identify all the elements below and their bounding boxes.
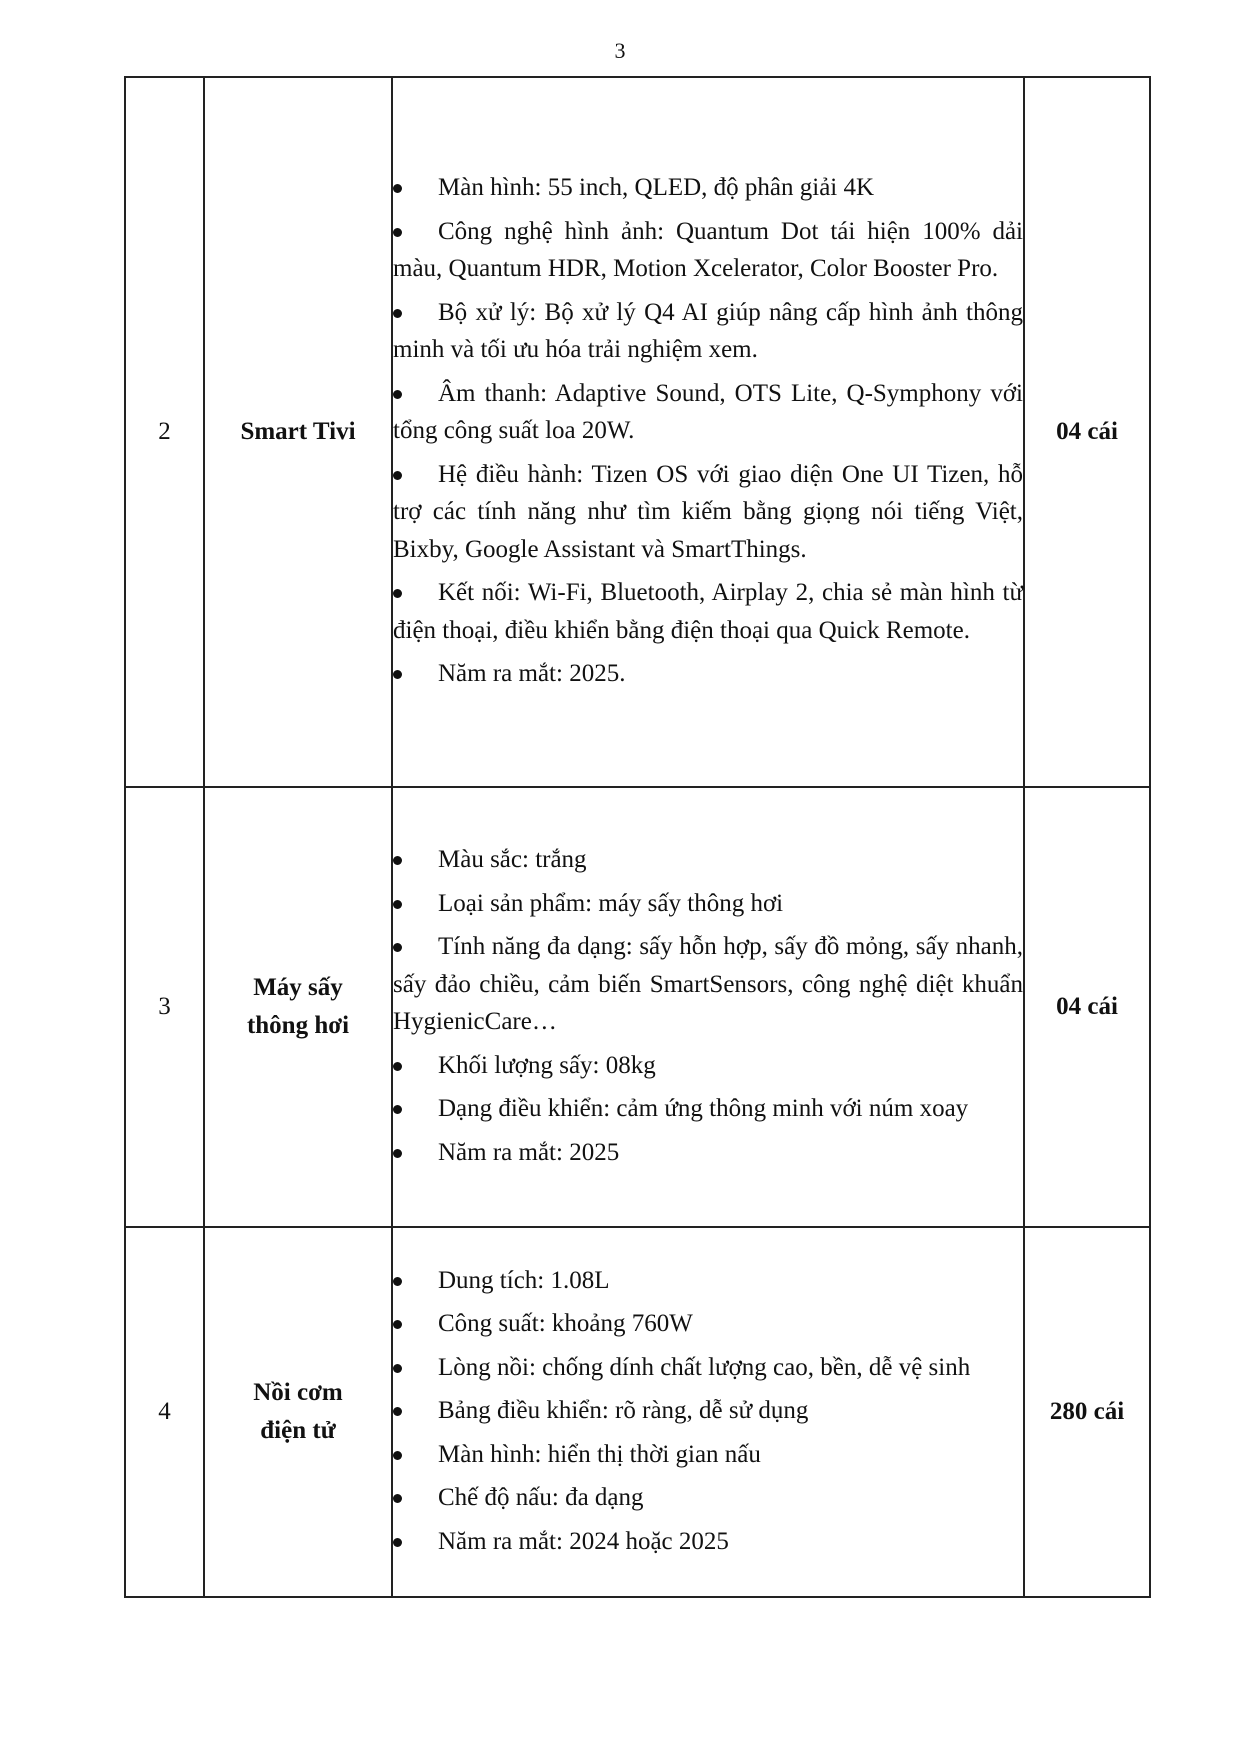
feature-item	[393, 456, 1023, 569]
product-features	[392, 77, 1024, 787]
product-name-line: điện tử	[260, 1417, 336, 1444]
feature-list	[393, 169, 1023, 693]
feature-text: Dạng điều khiển: cảm ứng thông minh với núm xoay	[438, 1095, 969, 1122]
product-name-text: Smart Tivi	[240, 418, 356, 445]
bullet-icon	[393, 900, 402, 909]
product-name	[204, 1227, 392, 1597]
feature-text: Năm ra mắt: 2025	[438, 1138, 620, 1166]
feature-item	[393, 885, 1023, 923]
row-number: 4	[125, 1227, 204, 1597]
product-name-line: thông hơi	[246, 1012, 350, 1039]
feature-text: Chế độ nấu: đa dạng	[438, 1484, 644, 1512]
feature-item	[393, 1436, 1023, 1474]
product-quantity: 04 cái	[1024, 787, 1150, 1227]
feature-text: Năm ra mắt: 2025.	[438, 660, 626, 688]
feature-text: Bảng điều khiển: rõ ràng, dễ sử dụng	[438, 1397, 809, 1425]
feature-list	[393, 841, 1023, 1171]
feature-text: Màn hình: hiển thị thời gian nấu	[438, 1440, 761, 1468]
feature-text: Khối lượng sấy: 08kg	[438, 1051, 656, 1079]
feature-item	[393, 1523, 1023, 1561]
row-number: 2	[125, 77, 204, 787]
bullet-icon	[393, 1407, 402, 1416]
feature-item	[393, 1479, 1023, 1517]
feature-item	[393, 928, 1023, 1041]
product-name	[204, 77, 392, 787]
bullet-icon	[393, 309, 402, 318]
bullet-icon	[393, 670, 402, 679]
feature-text: Âm thanh: Adaptive Sound, OTS Lite, Q-Symphony với tổng công suất loa 20W.	[393, 379, 1023, 445]
bullet-icon	[393, 1105, 402, 1114]
bullet-icon	[393, 1062, 402, 1071]
feature-item	[393, 1134, 1023, 1172]
bullet-icon	[393, 589, 402, 598]
page-number: 3	[614, 38, 626, 63]
feature-text: Hệ điều hành: Tizen OS với giao diện One UI Tizen, hỗ trợ các tính năng như tìm kiếm bằng giọng nói tiếng Việt, Bixby, Google Assistant và SmartThings.	[393, 460, 1023, 563]
feature-text: Kết nối: Wi-Fi, Bluetooth, Airplay 2, chia sẻ màn hình từ điện thoại, điều khiển bằng điện thoại qua Quick Remote.	[393, 579, 1023, 644]
product-name	[204, 787, 392, 1227]
row-number: 3	[125, 787, 204, 1227]
feature-text: Lòng nồi: chống dính chất lượng cao, bền, dễ vệ sinh	[438, 1353, 971, 1381]
bullet-icon	[393, 1277, 402, 1286]
feature-item	[393, 294, 1023, 369]
product-name-line: Nồi cơm	[253, 1379, 343, 1406]
bullet-icon	[393, 1451, 402, 1460]
table-row	[125, 1227, 1150, 1597]
feature-item	[393, 169, 1023, 207]
feature-item	[393, 1349, 1023, 1387]
bullet-icon	[393, 471, 402, 480]
feature-text: Màu sắc: trắng	[438, 846, 587, 873]
feature-text: Loại sản phẩm: máy sấy thông hơi	[438, 889, 784, 917]
feature-item	[393, 1090, 1023, 1128]
feature-list	[393, 1262, 1023, 1561]
feature-item	[393, 574, 1023, 649]
feature-item	[393, 1262, 1023, 1300]
feature-item	[393, 213, 1023, 288]
feature-item	[393, 1047, 1023, 1085]
feature-item	[393, 655, 1023, 693]
product-features	[392, 1227, 1024, 1597]
product-quantity: 280 cái	[1024, 1227, 1150, 1597]
feature-text: Năm ra mắt: 2024 hoặc 2025	[438, 1527, 729, 1555]
bullet-icon	[393, 1494, 402, 1503]
table-row	[125, 787, 1150, 1227]
bullet-icon	[393, 1364, 402, 1373]
feature-item	[393, 1305, 1023, 1343]
bullet-icon	[393, 390, 402, 399]
product-quantity: 04 cái	[1024, 77, 1150, 787]
feature-item	[393, 375, 1023, 450]
bullet-icon	[393, 184, 402, 193]
feature-text: Màn hình: 55 inch, QLED, độ phân giải 4K	[438, 174, 875, 202]
feature-text: Công suất: khoảng 760W	[438, 1310, 693, 1338]
product-name-line: Máy sấy	[253, 974, 343, 1001]
product-features	[392, 787, 1024, 1227]
feature-text: Công nghệ hình ảnh: Quantum Dot tái hiện 100% dải màu, Quantum HDR, Motion Xcelerator, Color Booster Pro.	[393, 217, 1023, 283]
bullet-icon	[393, 228, 402, 237]
feature-text: Bộ xử lý: Bộ xử lý Q4 AI giúp nâng cấp hình ảnh thông minh và tối ưu hóa trải nghiệm xem.	[393, 298, 1023, 364]
feature-item	[393, 841, 1023, 879]
table-row	[125, 77, 1150, 787]
bullet-icon	[393, 943, 402, 952]
bullet-icon	[393, 856, 402, 865]
feature-item	[393, 1392, 1023, 1430]
feature-text: Tính năng đa dạng: sấy hỗn hợp, sấy đồ mỏng, sấy nhanh, sấy đảo chiều, cảm biến SmartSensors, công nghệ diệt khuẩn HygienicCare…	[393, 933, 1023, 1035]
feature-text: Dung tích: 1.08L	[438, 1266, 610, 1294]
bullet-icon	[393, 1320, 402, 1329]
bullet-icon	[393, 1538, 402, 1547]
bullet-icon	[393, 1149, 402, 1158]
product-spec-table	[124, 76, 1151, 1598]
